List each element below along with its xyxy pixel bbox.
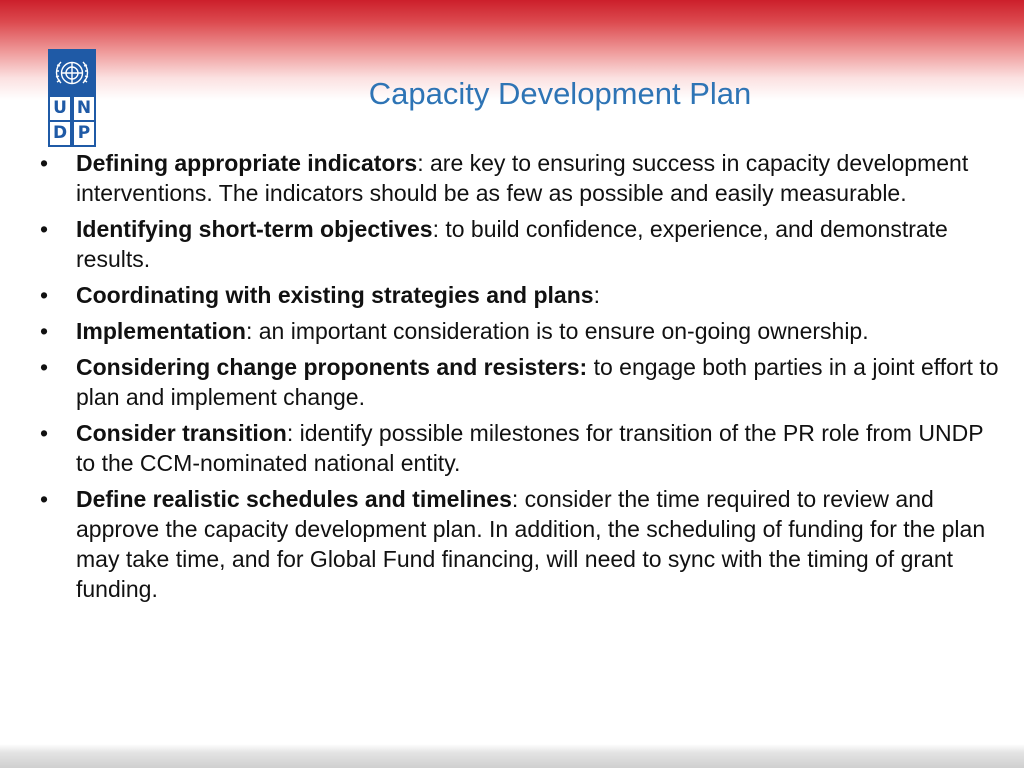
bullet-text: : are key to ensuring success in capacity development interventions. The indicators should be as few as possible and easily measurable.: [76, 150, 969, 206]
bullet-lead: Defining appropriate indicators: [76, 150, 418, 176]
bullet-lead: Considering change proponents and resisters:: [76, 354, 588, 380]
logo-letter-u: U: [50, 97, 70, 120]
logo-letter-p: P: [74, 122, 94, 145]
bullet-list: [40, 148, 1000, 610]
bullet-lead: Define realistic schedules and timelines: [76, 486, 512, 512]
bullet-dot-icon: •: [40, 318, 49, 344]
bullet-lead: Consider transition: [76, 420, 287, 446]
bullet-dot-icon: •: [40, 486, 49, 512]
un-emblem-icon: [52, 53, 92, 93]
bullet-text: : consider the time required to review and approve the capacity development plan. In addition, the scheduling of funding for the plan may take time, and for Global Fund financing, will need to sync with the timing of grant funding.: [76, 486, 986, 602]
bullet-dot-icon: •: [40, 150, 49, 176]
bullet-item: [40, 352, 1000, 412]
bullet-lead: Implementation: [76, 318, 246, 344]
bullet-text: :: [593, 282, 600, 308]
bullet-item: [40, 418, 1000, 478]
bottom-gray-band: [0, 744, 1024, 768]
bullet-dot-icon: •: [40, 282, 49, 308]
undp-logo: [48, 49, 96, 147]
bullet-item: [40, 148, 1000, 208]
slide-title: Capacity Development Plan: [368, 76, 752, 111]
bullet-item: [40, 214, 1000, 274]
logo-letter-d: D: [50, 122, 70, 145]
bullet-item: [40, 484, 1000, 604]
bullet-text: : to build confidence, experience, and demonstrate results.: [76, 216, 948, 272]
bullet-item: [40, 316, 1000, 346]
logo-letter-n: N: [74, 97, 94, 120]
bullet-text: : an important consideration is to ensure on-going ownership.: [245, 318, 869, 344]
bullet-text: to engage both parties in a joint effort to plan and implement change.: [76, 354, 999, 410]
bullet-text: : identify possible milestones for transition of the PR role from UNDP to the CCM-nominated national entity.: [76, 420, 984, 476]
bullet-lead: Identifying short-term objectives: [76, 216, 433, 242]
bullet-dot-icon: •: [40, 420, 49, 446]
bullet-dot-icon: •: [40, 216, 49, 242]
bullet-dot-icon: •: [40, 354, 49, 380]
bullet-lead: Coordinating with existing strategies and plans: [76, 282, 594, 308]
bullet-item: [40, 280, 1000, 310]
